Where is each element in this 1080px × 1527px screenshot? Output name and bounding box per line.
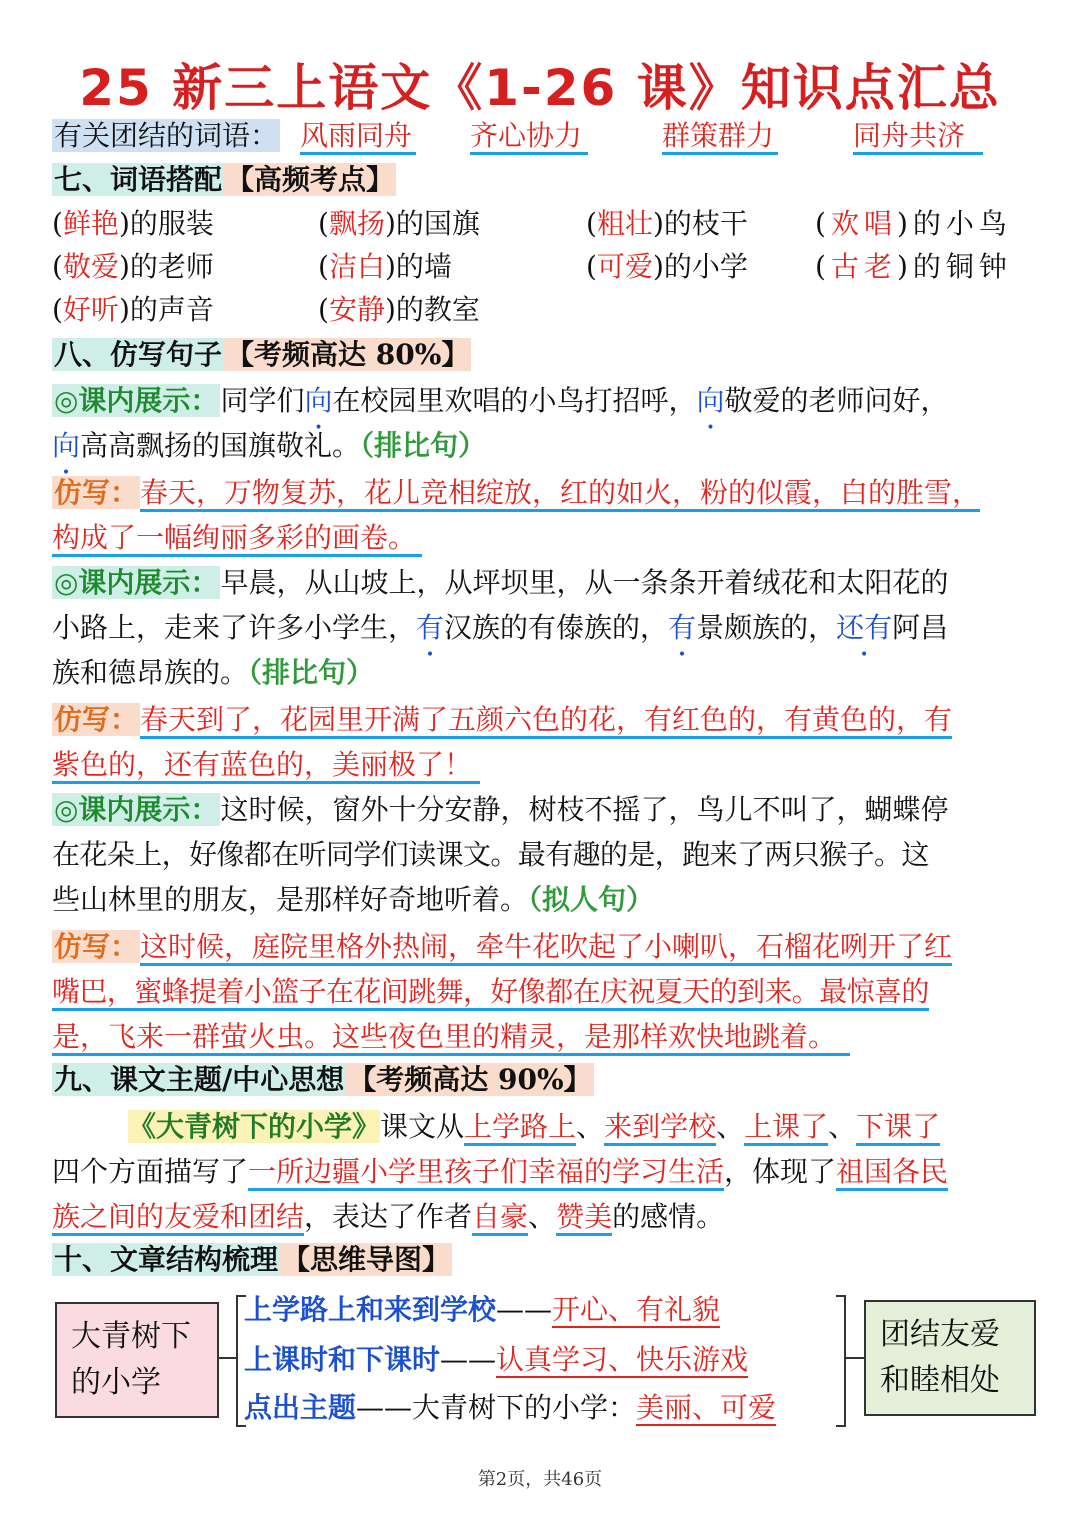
- page-footer: 第2页，共46页: [477, 1469, 603, 1490]
- section-9-heading: 九、课文主题/中心思想 【考频高达 90%】: [54, 1063, 592, 1096]
- collocation-item: (洁白)的墙: [318, 250, 452, 283]
- collocation-item: (可爱)的小学: [586, 250, 748, 283]
- collocation-item: (敬爱)的老师: [52, 250, 214, 283]
- mindmap-branch: 上课时和下课时——认真学习、快乐游戏: [244, 1343, 749, 1376]
- example-1-show: ◎课内展示：同学们向在校园里欢唱的小鸟打招呼，向敬爱的老师问好， 向高高飘扬的国旗敬礼。（排比句）: [52, 384, 949, 462]
- unity-word: 风雨同舟: [300, 114, 416, 158]
- mindmap-branch: 点出主题——大青树下的小学：美丽、可爱: [244, 1391, 777, 1424]
- collocation-item: (古老)的铜钟: [815, 250, 1012, 283]
- collocation-item: (飘扬)的国旗: [318, 207, 480, 240]
- collocation-item: (欢唱)的小鸟: [815, 207, 1012, 240]
- collocation-item: (好听)的声音: [52, 293, 214, 326]
- example-1-copy: 仿写：春天，万物复苏，花儿竞相绽放，红的如火，粉的似霞，白的胜雪， 构成了一幅绚丽多彩的画卷。: [52, 470, 1032, 560]
- section-8-heading: 八、仿写句子 【考频高达 80%】: [54, 338, 470, 371]
- theme-paragraph: 《大青树下的小学》课文从上学路上、来到学校、上课了、下课了 四个方面描写了一所边疆小学里孩子们幸福的学习生活，体现了祖国各民 族之间的友爱和团结，表达了作者自豪、赞美的感情。: [52, 1104, 1032, 1239]
- unity-word: 同舟共济: [853, 114, 983, 158]
- mindmap-branch: 上学路上和来到学校——开心、有礼貌: [244, 1293, 721, 1326]
- mindmap-conclusion: 团结友爱 和睦相处: [864, 1300, 1036, 1416]
- unity-label: 有关团结的词语：: [54, 119, 279, 152]
- section-10-heading: 十、文章结构梳理 【思维导图】: [54, 1243, 451, 1276]
- connector-line: [217, 1357, 237, 1359]
- collocation-item: (安静)的教室: [318, 293, 480, 326]
- example-2-show: ◎课内展示：早晨，从山坡上，从坪坝里，从一条条开着绒花和太阳花的 小路上，走来了许多小学生，有汉族的有傣族的，有景颇族的，还有阿昌 族和德昂族的。（排比句）: [52, 566, 949, 689]
- collocation-item: (鲜艳)的服装: [52, 207, 214, 240]
- unity-word: 齐心协力: [470, 114, 588, 158]
- unity-words-row: [52, 114, 280, 158]
- example-2-copy: 仿写：春天到了，花园里开满了五颜六色的花，有红色的，有黄色的，有 紫色的，还有蓝色的，美丽极了！: [52, 697, 1032, 787]
- page-title: 25 新三上语文《1-26 课》知识点汇总: [79, 59, 1001, 117]
- example-3-copy: 仿写：这时候，庭院里格外热闹，牵牛花吹起了小喇叭，石榴花咧开了红 嘴巴，蜜蜂提着小篮子在花间跳舞，好像都在庆祝夏天的到来。最惊喜的 是，飞来一群萤火虫。这些夜色里的精灵，是那样欢快地跳着。: [52, 924, 1032, 1059]
- unity-word: 群策群力: [662, 114, 778, 158]
- example-3-show: ◎课内展示：这时候，窗外十分安静，树枝不摇了，鸟儿不叫了，蝴蝶停 在花朵上，好像都在听同学们读课文。最有趣的是，跑来了两只猴子。这 些山林里的朋友，是那样好奇地听着。（拟人句）: [52, 793, 949, 916]
- section-7-heading: 七、词语搭配 【高频考点】: [54, 163, 395, 196]
- connector-line: [846, 1357, 864, 1359]
- mindmap-root: 大青树下 的小学: [55, 1302, 219, 1418]
- right-bracket: [836, 1295, 846, 1427]
- collocation-item: (粗壮)的枝干: [586, 207, 748, 240]
